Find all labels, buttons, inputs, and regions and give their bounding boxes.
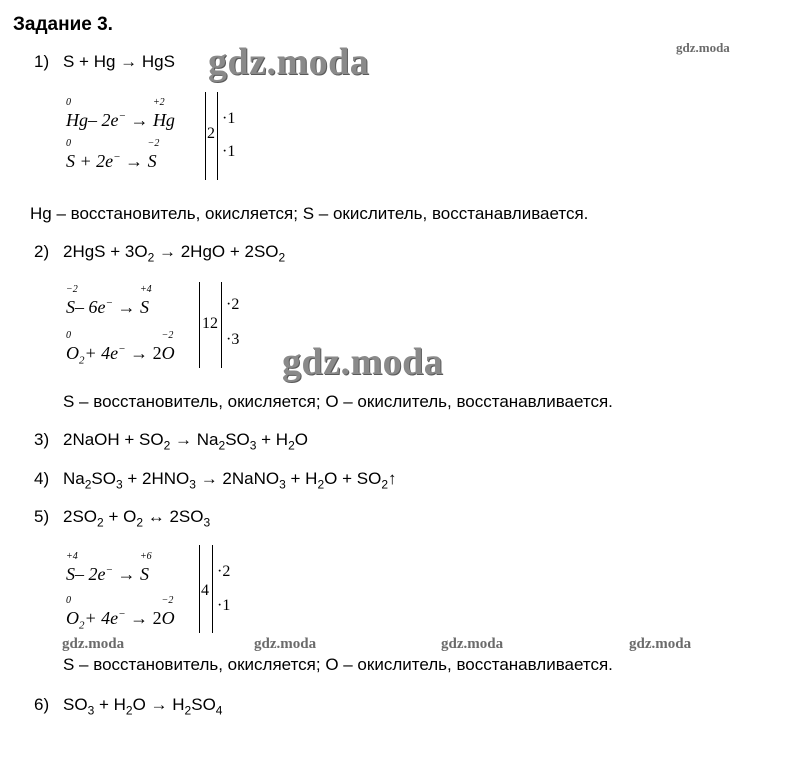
- reaction-2-half-2: 0 $O_2+ 4e^- \to 2$ −2 O: [66, 330, 175, 367]
- reaction-1-number: 1): [34, 52, 50, 71]
- reaction-5-explanation: S – восстановитель, окисляется; O – окислитель, восстанавливается.: [63, 655, 613, 674]
- reaction-6-number: 6): [34, 695, 50, 714]
- reaction-4-equation: $Na_2SO_3 + 2HNO_3$ → 2NaNO$_3$ + $H_2O$ + $SO_2↑$: [63, 469, 397, 492]
- reaction-1-half-2: 0 S + 2e− → −2 S: [66, 138, 160, 171]
- reaction-5-lcm: 4: [201, 582, 209, 599]
- reaction-5-half-1: +4 S– 2e− → +6 S: [66, 551, 152, 584]
- reaction-1-equation: S + Hg → HgS: [63, 52, 175, 71]
- reaction-5-number: 5): [34, 507, 50, 526]
- balance-line: [212, 545, 213, 633]
- oxidation-state: −2: [161, 595, 174, 606]
- reaction-1-explanation: Hg – восстановитель, окисляется; S – окислитель, восстанавливается.: [30, 204, 589, 223]
- oxidation-state: −2: [161, 330, 174, 341]
- reaction-1-coef-2: ·1: [222, 143, 236, 160]
- reaction-6-equation: $SO_3 + H_2O \to H_2SO_4$: [63, 695, 223, 718]
- page-title: Задание 3.: [13, 14, 113, 35]
- reaction-5-equation: $2SO_2 + O_2$ ↔ $2SO_3$: [63, 507, 211, 530]
- oxidation-state: 0: [66, 138, 71, 149]
- reaction-2-explanation: S – восстановитель, окисляется; O – окислитель, восстанавливается.: [63, 392, 613, 411]
- balance-line: [199, 282, 200, 368]
- watermark-small: gdz.moda: [441, 636, 504, 652]
- reaction-5-coef-1: ·2: [217, 563, 231, 580]
- reaction-1-lcm: 2: [207, 125, 215, 142]
- oxidation-state: +4: [66, 551, 78, 562]
- oxidation-state: −2: [66, 284, 78, 295]
- oxidation-state: +2: [152, 97, 165, 108]
- watermark-small: gdz.moda: [254, 636, 317, 652]
- reaction-2-lcm: 12: [202, 315, 218, 332]
- reaction-4-number: 4): [34, 469, 50, 488]
- reaction-3-equation: 2NaOH + $SO_2 \to Na_2SO_3 + H_2O$: [63, 430, 309, 453]
- oxidation-state: +4: [139, 284, 152, 295]
- oxidation-state: 0: [66, 97, 71, 108]
- reaction-1-coef-1: ·1: [222, 110, 236, 127]
- balance-line: [205, 92, 206, 180]
- watermark-small: gdz.moda: [62, 636, 125, 652]
- watermark-big: gdz.moda: [282, 341, 444, 383]
- reaction-5-half-2: 0 $O_2+ 4e^- \to 2$ −2 O: [66, 595, 175, 632]
- watermark-big: gdz.moda: [208, 41, 370, 83]
- reaction-2-equation: $2HgS + 3O_2 \to 2HgO + 2SO_2$: [63, 242, 286, 265]
- reaction-2-number: 2): [34, 242, 50, 261]
- reaction-2-coef-1: ·2: [226, 296, 240, 313]
- reaction-1-half-1: 0 Hg– 2e− → +2 Hg: [66, 97, 175, 130]
- watermark-small: gdz.moda: [676, 40, 730, 55]
- oxidation-state: 0: [66, 330, 71, 341]
- reaction-2-coef-2: ·3: [226, 331, 240, 348]
- reaction-5-coef-2: ·1: [217, 597, 231, 614]
- reaction-3-number: 3): [34, 430, 50, 449]
- balance-line: [199, 545, 200, 633]
- oxidation-state: +6: [139, 551, 152, 562]
- balance-line: [217, 92, 218, 180]
- balance-line: [221, 282, 222, 368]
- reaction-2-half-1: −2 S– 6e− → +4 S: [66, 284, 152, 317]
- oxidation-state: 0: [66, 595, 71, 606]
- oxidation-state: −2: [147, 138, 160, 149]
- watermark-small: gdz.moda: [629, 636, 692, 652]
